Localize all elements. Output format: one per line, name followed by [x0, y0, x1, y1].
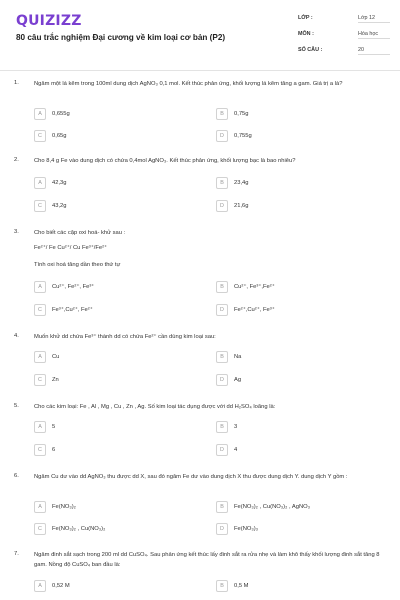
option-letter-badge: D	[216, 523, 228, 535]
option-text: 4	[234, 447, 238, 453]
option-letter-badge: C	[34, 304, 46, 316]
question-text: Cho 8,4 g Fe vào dung dịch có chứa 0,4mol AgNO₃. Kết thúc phản ứng, khối lượng bạc là bao nhiêu?	[34, 158, 296, 164]
option-letter-badge: B	[216, 421, 228, 433]
option-letter-badge: B	[216, 177, 228, 189]
quizizz-logo: QUIZIZZ	[16, 13, 82, 29]
option-letter-badge: A	[34, 177, 46, 189]
question-text: Cho biết các cặp oxi hoá- khử sau :	[34, 230, 126, 236]
option-text: Fe(NO₃)₂	[52, 504, 76, 510]
meta-label-subject: MÔN :	[298, 31, 314, 37]
question-number: 2.	[14, 157, 19, 163]
question-text: Ngâm Cu dư vào dd AgNO₃ thu được dd X, sau đó ngâm Fe dư vào dung dịch X thu được dung dịch Y. dung dịch Y gồm :	[34, 474, 348, 480]
worksheet-header	[0, 0, 400, 70]
option-letter-badge: D	[216, 130, 228, 142]
option-letter-badge: A	[34, 580, 46, 592]
option-letter-badge: C	[34, 523, 46, 535]
option-letter-badge: B	[216, 351, 228, 363]
question-text: Cho các kim loại: Fe , Al , Mg , Cu , Zn , Ag. Số kim loại tác dụng được với dd H₂SO₄ loãng là:	[34, 404, 276, 410]
option-letter-badge: D	[216, 444, 228, 456]
option-text: 3	[234, 424, 238, 430]
question-number: 5.	[14, 403, 19, 409]
option-text: Fe²⁺,Cu²⁺, Fe³⁺	[234, 307, 275, 313]
option-text: Fe(NO₃)₃	[234, 526, 259, 532]
option-letter-badge: C	[34, 444, 46, 456]
option-text: 0,755g	[234, 133, 252, 139]
option-letter-badge: A	[34, 281, 46, 293]
option-text: Fe³⁺,Cu²⁺, Fe²⁺	[52, 307, 93, 313]
option-text: Fe(NO₃)₂ , Cu(NO₃)₂ , AgNO₃	[234, 504, 310, 510]
option-text: Cu	[52, 354, 60, 360]
option-letter-badge: B	[216, 580, 228, 592]
option-text: 43,2g	[52, 203, 67, 209]
option-letter-badge: A	[34, 421, 46, 433]
question-text: Ngâm đinh sắt sạch trong 200 ml dd CuSO₄. Sau phản ứng kết thúc lấy đinh sắt ra rửa nhẹ và làm khô thấy khối lượng đinh sắt tăng 8 gam. Nồng độ CuSO₄ ban đầu là:	[34, 552, 380, 568]
option-letter-badge: C	[34, 374, 46, 386]
question-number: 7.	[14, 551, 19, 557]
option-text: Cu²⁺, Fe³⁺,Fe²⁺	[234, 284, 275, 290]
option-letter-badge: D	[216, 200, 228, 212]
question-number: 4.	[14, 333, 19, 339]
option-text: 42,3g	[52, 180, 67, 186]
question-text: Muốn khử dd chứa Fe³⁺ thành dd có chứa Fe²⁺ cần dùng kim loại sau:	[34, 334, 216, 340]
question-number: 3.	[14, 229, 19, 235]
option-letter-badge: A	[34, 501, 46, 513]
option-text: Fe(NO₃)₂ , Cu(NO₃)₂	[52, 526, 106, 532]
option-letter-badge: C	[34, 130, 46, 142]
header-divider	[0, 70, 400, 71]
option-text: 6	[52, 447, 56, 453]
meta-value-subject: Hóa học	[358, 31, 390, 39]
option-text: 21,6g	[234, 203, 249, 209]
option-letter-badge: D	[216, 304, 228, 316]
option-text: Zn	[52, 377, 59, 383]
option-letter-badge: B	[216, 281, 228, 293]
meta-value-class: Lớp 12	[358, 15, 390, 23]
option-letter-badge: B	[216, 108, 228, 120]
option-text: 0,655g	[52, 111, 70, 117]
option-text: Na	[234, 354, 242, 360]
option-text: 23,4g	[234, 180, 249, 186]
question-number: 6.	[14, 473, 19, 479]
question-redox-pairs: Fe²⁺/ Fe Cu²⁺/ Cu Fe³⁺/Fe²⁺	[34, 245, 108, 251]
question-number: 1.	[14, 80, 19, 86]
option-text: Ag	[234, 377, 242, 383]
option-text: 0,52 M	[52, 583, 70, 589]
option-letter-badge: A	[34, 351, 46, 363]
option-text: 0,65g	[52, 133, 67, 139]
meta-label-class: LỚP :	[298, 15, 313, 21]
option-text: 5	[52, 424, 56, 430]
question-text: Ngâm một lá kẽm trong 100ml dung dịch AgNO₃ 0,1 mol. Kết thúc phản ứng, khối lượng lá kẽm tăng a gam. Giá trị a là?	[34, 81, 343, 87]
option-letter-badge: C	[34, 200, 46, 212]
option-letter-badge: D	[216, 374, 228, 386]
option-text: 0,75g	[234, 111, 249, 117]
option-letter-badge: A	[34, 108, 46, 120]
meta-label-count: SỐ CÂU :	[298, 47, 323, 53]
option-text: Cu²⁺, Fe²⁺, Fe³⁺	[52, 284, 95, 290]
option-letter-badge: B	[216, 501, 228, 513]
question-instruction: Tính oxi hoá tăng dần theo thứ tự	[34, 262, 121, 268]
option-text: 0,5 M	[234, 583, 249, 589]
worksheet-title: 80 câu trắc nghiệm Đại cương về kim loại cơ bản (P2)	[16, 33, 226, 42]
meta-value-count: 20	[358, 47, 390, 55]
